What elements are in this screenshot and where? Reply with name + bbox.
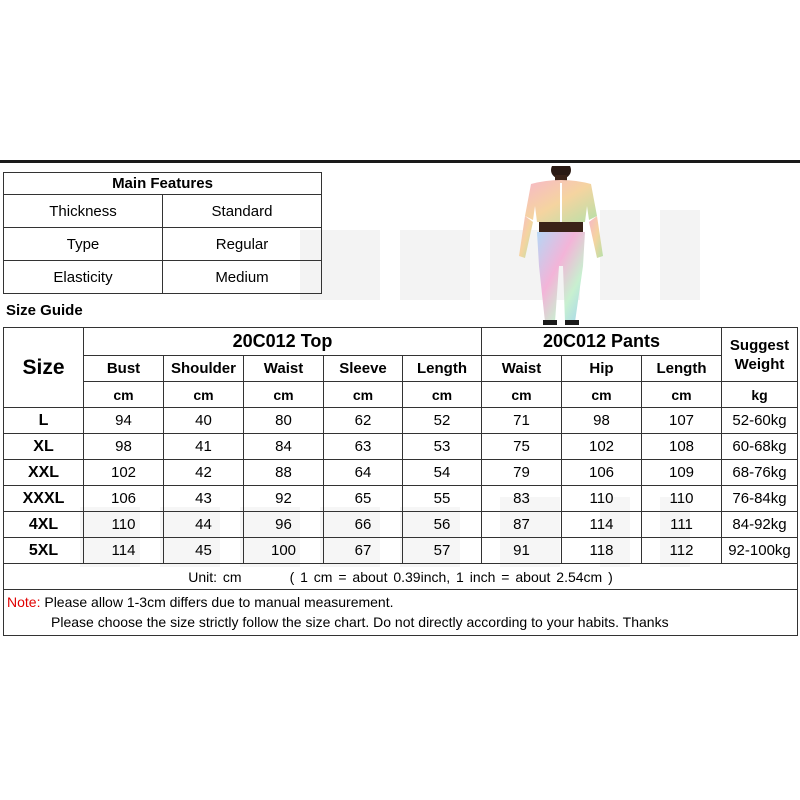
- unit-cell: cm: [482, 382, 562, 408]
- value-cell: 64: [324, 460, 403, 486]
- value-cell: 108: [642, 434, 722, 460]
- top-group-header: 20C012 Top: [84, 328, 482, 356]
- value-cell: 71: [482, 408, 562, 434]
- value-cell: 118: [562, 538, 642, 564]
- value-cell: 55: [403, 486, 482, 512]
- weight-cell: 76-84kg: [722, 486, 798, 512]
- value-cell: 102: [562, 434, 642, 460]
- value-cell: 110: [84, 512, 164, 538]
- value-cell: 107: [642, 408, 722, 434]
- value-cell: 94: [84, 408, 164, 434]
- table-row: [4, 512, 798, 538]
- value-cell: 110: [562, 486, 642, 512]
- value-cell: 84: [244, 434, 324, 460]
- value-cell: 114: [562, 512, 642, 538]
- value-cell: 66: [324, 512, 403, 538]
- unit-label: Unit: cm: [188, 568, 242, 585]
- size-guide-label: Size Guide: [6, 302, 83, 319]
- value-cell: 65: [324, 486, 403, 512]
- value-cell: 52: [403, 408, 482, 434]
- value-cell: 43: [164, 486, 244, 512]
- product-photo: [497, 166, 625, 326]
- unit-cell: cm: [84, 382, 164, 408]
- value-cell: 42: [164, 460, 244, 486]
- value-cell: 96: [244, 512, 324, 538]
- feature-value: Regular: [163, 228, 322, 261]
- value-cell: 110: [642, 486, 722, 512]
- column-header-pants-length: Length: [642, 356, 722, 382]
- value-cell: 111: [642, 512, 722, 538]
- column-header-bust: Bust: [84, 356, 164, 382]
- unit-conversion-row: [4, 564, 798, 590]
- size-column-header: Size: [4, 328, 84, 408]
- feature-label: Type: [4, 228, 163, 261]
- value-cell: 112: [642, 538, 722, 564]
- value-cell: 92: [244, 486, 324, 512]
- top-divider: [0, 160, 800, 163]
- value-cell: 87: [482, 512, 562, 538]
- value-cell: 80: [244, 408, 324, 434]
- weight-column-header: [722, 328, 798, 382]
- value-cell: 45: [164, 538, 244, 564]
- main-features-title: Main Features: [4, 173, 322, 195]
- value-cell: 75: [482, 434, 562, 460]
- unit-cell: cm: [244, 382, 324, 408]
- value-cell: 100: [244, 538, 324, 564]
- value-cell: 109: [642, 460, 722, 486]
- value-cell: 83: [482, 486, 562, 512]
- size-cell: XXL: [4, 460, 84, 486]
- weight-cell: 52-60kg: [722, 408, 798, 434]
- value-cell: 91: [482, 538, 562, 564]
- weight-cell: 60-68kg: [722, 434, 798, 460]
- size-cell: 4XL: [4, 512, 84, 538]
- value-cell: 106: [84, 486, 164, 512]
- outfit-illustration: [497, 166, 625, 326]
- note-line-1: Please allow 1-3cm differs due to manual measurement.: [40, 594, 394, 610]
- size-cell: XL: [4, 434, 84, 460]
- size-cell: L: [4, 408, 84, 434]
- value-cell: 56: [403, 512, 482, 538]
- size-chart-table: [3, 327, 798, 636]
- value-cell: 54: [403, 460, 482, 486]
- value-cell: 40: [164, 408, 244, 434]
- weight-cell: 68-76kg: [722, 460, 798, 486]
- weight-unit-cell: kg: [722, 382, 798, 408]
- feature-label: Thickness: [4, 195, 163, 228]
- unit-cell: cm: [164, 382, 244, 408]
- value-cell: 102: [84, 460, 164, 486]
- pants-group-header: 20C012 Pants: [482, 328, 722, 356]
- value-cell: 53: [403, 434, 482, 460]
- value-cell: 41: [164, 434, 244, 460]
- value-cell: 67: [324, 538, 403, 564]
- unit-cell: cm: [642, 382, 722, 408]
- value-cell: 98: [84, 434, 164, 460]
- column-header-top-length: Length: [403, 356, 482, 382]
- unit-cell: cm: [324, 382, 403, 408]
- column-header-pants-waist: Waist: [482, 356, 562, 382]
- weight-header-line1: Suggest: [729, 336, 790, 354]
- value-cell: 44: [164, 512, 244, 538]
- column-header-hip: Hip: [562, 356, 642, 382]
- value-cell: 57: [403, 538, 482, 564]
- unit-cell: cm: [562, 382, 642, 408]
- value-cell: 98: [562, 408, 642, 434]
- column-header-sleeve: Sleeve: [324, 356, 403, 382]
- unit-cell: cm: [403, 382, 482, 408]
- column-header-shoulder: Shoulder: [164, 356, 244, 382]
- table-row: [4, 486, 798, 512]
- size-cell: XXXL: [4, 486, 84, 512]
- feature-label: Elasticity: [4, 261, 163, 294]
- feature-value: Standard: [163, 195, 322, 228]
- table-row: [4, 460, 798, 486]
- note-line-2: Please choose the size strictly follow the size chart. Do not directly according to your habits. Thanks: [51, 614, 669, 630]
- weight-cell: 92-100kg: [722, 538, 798, 564]
- value-cell: 114: [84, 538, 164, 564]
- unit-conversion: ( 1 cm = about 0.39inch, 1 inch = about 2.54cm ): [289, 568, 613, 585]
- value-cell: 106: [562, 460, 642, 486]
- table-row: [4, 408, 798, 434]
- value-cell: 79: [482, 460, 562, 486]
- value-cell: 88: [244, 460, 324, 486]
- weight-header-line2: Weight: [734, 355, 785, 373]
- table-row: [4, 434, 798, 460]
- table-row: [4, 538, 798, 564]
- main-features-table: [3, 172, 322, 294]
- weight-cell: 84-92kg: [722, 512, 798, 538]
- value-cell: 62: [324, 408, 403, 434]
- notes-cell: [4, 590, 798, 636]
- value-cell: 63: [324, 434, 403, 460]
- feature-value: Medium: [163, 261, 322, 294]
- note-label: Note:: [7, 594, 41, 610]
- column-header-top-waist: Waist: [244, 356, 324, 382]
- size-cell: 5XL: [4, 538, 84, 564]
